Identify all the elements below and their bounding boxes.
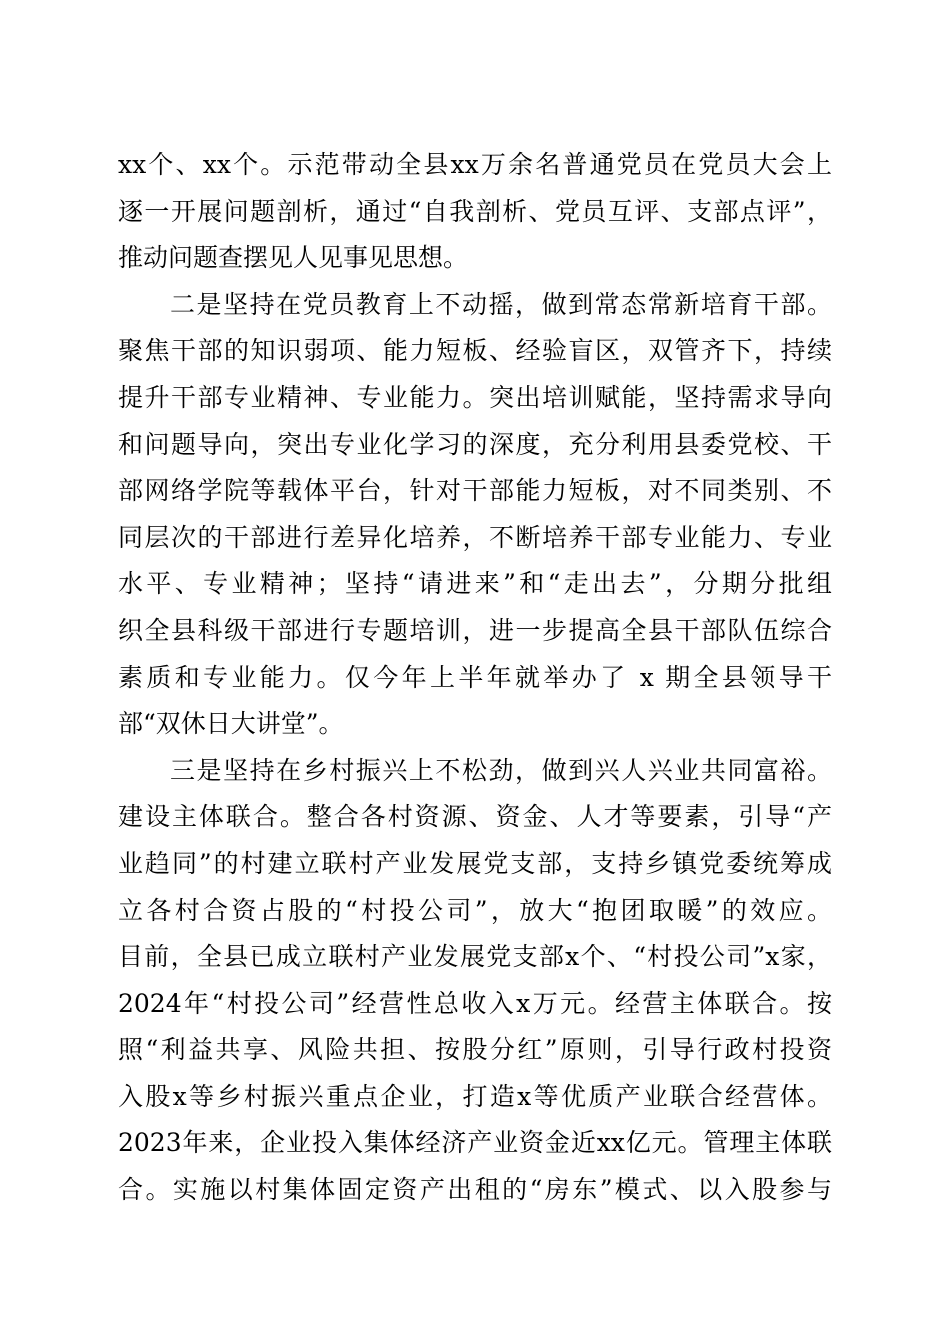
text-line: 提升干部专业精神、专业能力。突出培训赋能，坚持需求导向: [118, 382, 832, 412]
text-line: 水平、专业精神；坚持“请进来”和“走出去”，分期分批组: [118, 569, 832, 599]
text-line: 素质和专业能力。仅今年上半年就举办了 x 期全县领导干: [118, 662, 832, 692]
text-line: 逐一开展问题剖析，通过“自我剖析、党员互评、支部点评”，: [118, 196, 832, 226]
paragraph: [118, 748, 832, 1214]
text-line: 立各村合资占股的“村投公司”，放大“抱团取暖”的效应。: [118, 895, 832, 925]
text-line: 部“双休日大讲堂”。: [118, 709, 344, 739]
text-line: 三是坚持在乡村振兴上不松劲，做到兴人兴业共同富裕。: [170, 755, 832, 785]
text-line: 建设主体联合。整合各村资源、资金、人才等要素，引导“产: [118, 802, 832, 832]
text-line: 织全县科级干部进行专题培训，进一步提高全县干部队伍综合: [118, 615, 832, 645]
text-line: 部网络学院等载体平台，针对干部能力短板，对不同类别、不: [118, 476, 832, 506]
text-line: 同层次的干部进行差异化培养，不断培养干部专业能力、专业: [118, 522, 832, 552]
text-line: 入股x等乡村振兴重点企业，打造x等优质产业联合经营体。: [118, 1081, 832, 1111]
text-line: 2023年来，企业投入集体经济产业资金近xx亿元。管理主体联: [118, 1128, 832, 1158]
text-line: 和问题导向，突出专业化学习的深度，充分利用县委党校、干: [118, 429, 832, 459]
text-line: 聚焦干部的知识弱项、能力短板、经验盲区，双管齐下，持续: [118, 336, 832, 366]
paragraph: [118, 142, 832, 282]
document-body: [118, 142, 832, 1214]
text-line: 业趋同”的村建立联村产业发展党支部，支持乡镇党委统筹成: [118, 848, 832, 878]
paragraph: [118, 282, 832, 748]
text-line: xx个、xx个。示范带动全县xx万余名普通党员在党员大会上: [118, 150, 832, 179]
text-line: 二是坚持在党员教育上不动摇，做到常态常新培育干部。: [170, 289, 832, 319]
text-line: 合。实施以村集体固定资产出租的“房东”模式、以入股参与: [118, 1175, 832, 1205]
text-line: 2024年“村投公司”经营性总收入x万元。经营主体联合。按: [118, 988, 832, 1018]
text-line: 目前，全县已成立联村产业发展党支部x个、“村投公司”x家，: [118, 942, 832, 972]
text-line: 照“利益共享、风险共担、按股分红”原则，引导行政村投资: [118, 1035, 832, 1065]
text-line: 推动问题查摆见人见事见思想。: [118, 243, 469, 273]
